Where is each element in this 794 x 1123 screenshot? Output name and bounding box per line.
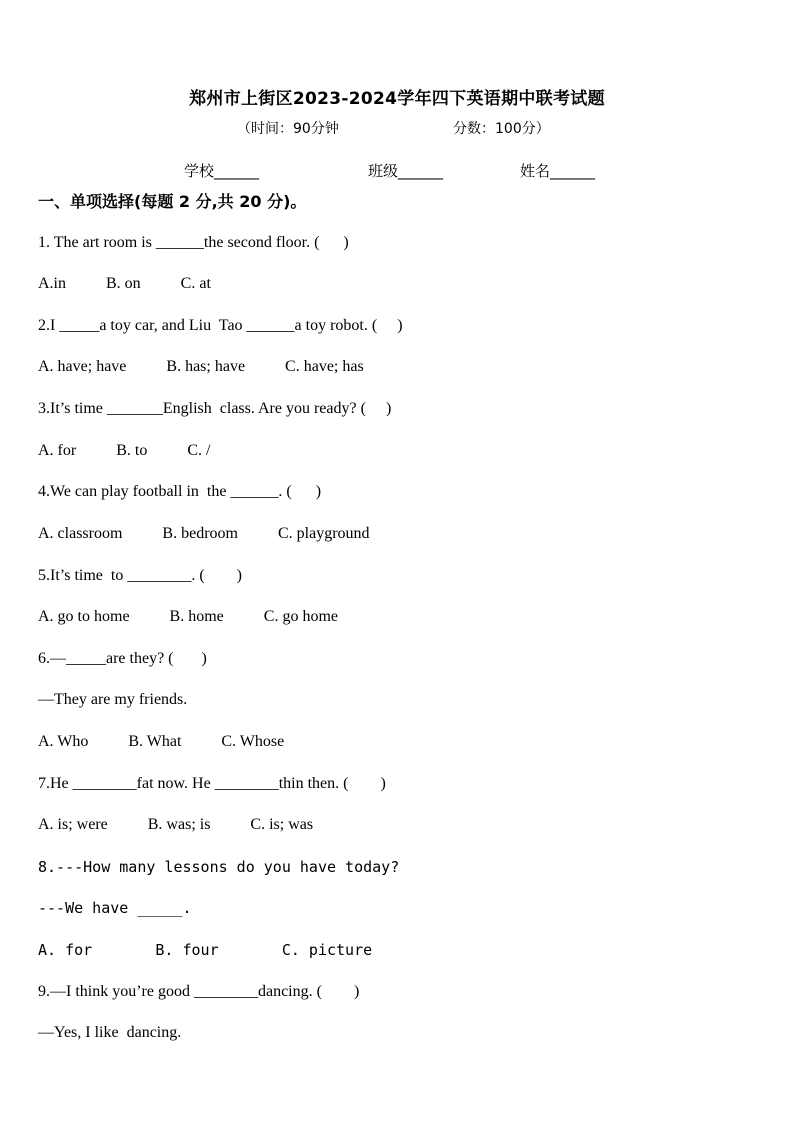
question-reply: —They are my friends. — [38, 691, 188, 708]
question-stem: 5.It’s time to ________. ( ) — [38, 567, 242, 584]
question-options: A. Who B. What C. Whose — [38, 733, 285, 750]
question-reply: ---We have _____. — [38, 899, 192, 917]
question-stem: 8.---How many lessons do you have today? — [38, 858, 400, 876]
question-options: A. go to home B. home C. go home — [38, 608, 338, 625]
exam-time: （时间：90分钟 — [237, 121, 339, 137]
question-stem: 4.We can play football in the ______. ( ) — [38, 483, 322, 500]
question-options: A. classroom B. bedroom C. playground — [38, 525, 370, 542]
question-options: A.in B. on C. at — [38, 275, 211, 292]
question-stem: 2.I _____a toy car, and Liu Tao ______a toy robot. ( ) — [38, 317, 403, 334]
question-stem: 3.It’s time _______English class. Are you ready? ( ) — [38, 400, 392, 417]
exam-title: 郑州市上街区2023-2024学年四下英语期中联考试题 — [189, 89, 605, 109]
name-field: 姓名______ — [520, 162, 596, 180]
class-field: 班级______ — [368, 162, 444, 180]
question-stem: 6.—_____are they? ( ) — [38, 650, 207, 667]
section-title: 一、单项选择(每题 2 分,共 20 分)。 — [38, 192, 307, 211]
question-stem: 9.—I think you’re good ________dancing. ( ) — [38, 983, 360, 1000]
question-stem: 7.He ________fat now. He ________thin then. ( ) — [38, 775, 386, 792]
question-options: A. have; have B. has; have C. have; has — [38, 358, 364, 375]
question-options: A. for B. to C. / — [38, 442, 211, 459]
school-field: 学校______ — [184, 162, 260, 180]
question-reply: —Yes, I like dancing. — [38, 1024, 182, 1041]
question-options: A. is; were B. was; is C. is; was — [38, 816, 314, 833]
question-options: A. for B. four C. picture — [38, 941, 373, 959]
question-stem: 1. The art room is ______the second floor. ( ) — [38, 234, 349, 251]
exam-score: 分数：100分） — [453, 121, 550, 137]
